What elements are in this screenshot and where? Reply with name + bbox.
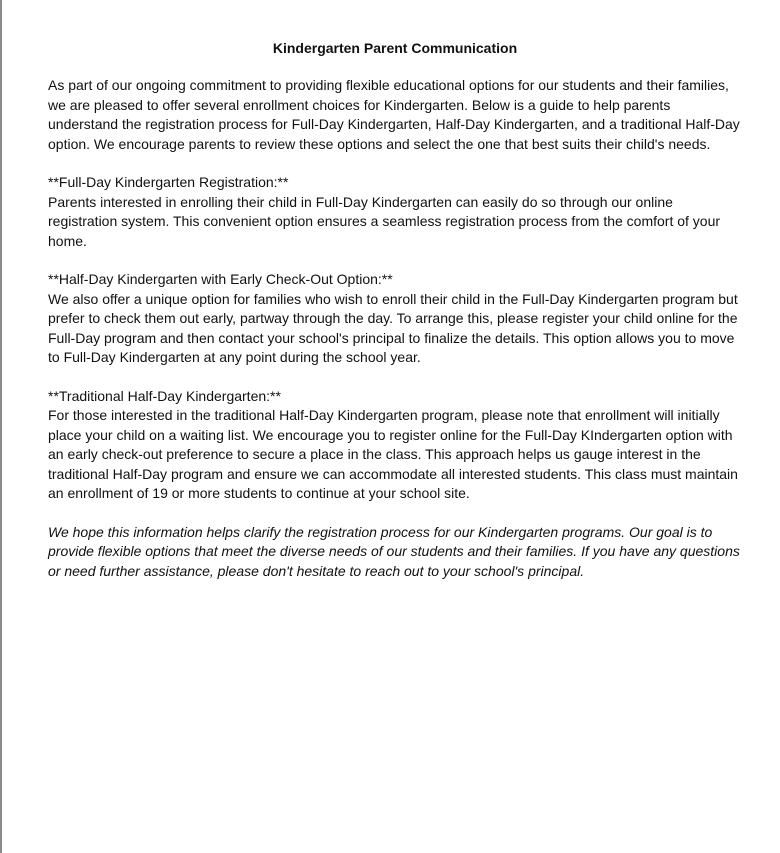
section-heading-traditional-half-day: **Traditional Half-Day Kindergarten:**: [48, 387, 281, 404]
page-left-border: [0, 0, 2, 853]
document-title: Kindergarten Parent Communication: [272, 40, 518, 56]
section-half-day-early-checkout: [48, 270, 742, 368]
intro-paragraph-block: [48, 76, 742, 154]
section-body-half-day-early-checkout: We also offer a unique option for families who wish to enroll their child in the Full-Day Kindergarten program but prefer to check them out early, partway through the day. To arrange this, please register your child online for the Full-Day program and then contact your school's principal to finalize the details. This option allows you to move to Full-Day Kindergarten at any point during the school year.: [48, 290, 738, 365]
section-body-full-day: Parents interested in enrolling their child in Full-Day Kindergarten can easily do so through our online registration system. This convenient option ensures a seamless registration process from the comfort of your home.: [48, 193, 721, 249]
closing-block: [48, 523, 742, 582]
section-traditional-half-day: [48, 387, 742, 504]
document-page: [48, 38, 742, 600]
closing-paragraph: We hope this information helps clarify the registration process for our Kindergarten programs. Our goal is to provide flexible options that meet the diverse needs of our students and their families. If you have any questions or need further assistance, please don't hesitate to reach out to your school's principal.: [48, 523, 740, 579]
section-full-day: [48, 173, 742, 251]
section-body-traditional-half-day: For those interested in the traditional Half-Day Kindergarten program, please note that enrollment will initially place your child on a waiting list. We encourage you to register online for the Full-Day KIndergarten option with an early check-out preference to secure a place in the class. This approach helps us gauge interest in the traditional Half-Day program and ensure we can accommodate all interested students. This class must maintain an enrollment of 19 or more students to continue at your school site.: [48, 407, 738, 501]
section-heading-full-day: **Full-Day Kindergarten Registration:**: [48, 174, 289, 190]
section-heading-half-day-early-checkout: **Half-Day Kindergarten with Early Check-Out Option:**: [48, 271, 393, 287]
intro-paragraph: As part of our ongoing commitment to providing flexible educational options for our students and their families, we are pleased to offer several enrollment choices for Kindergarten. Below is a guide to help parents understand the registration process for Full-Day Kindergarten, Half-Day Kindergarten, and a traditional Half-Day option. We encourage parents to review these options and select the one that best suits their child's needs.: [48, 77, 740, 152]
